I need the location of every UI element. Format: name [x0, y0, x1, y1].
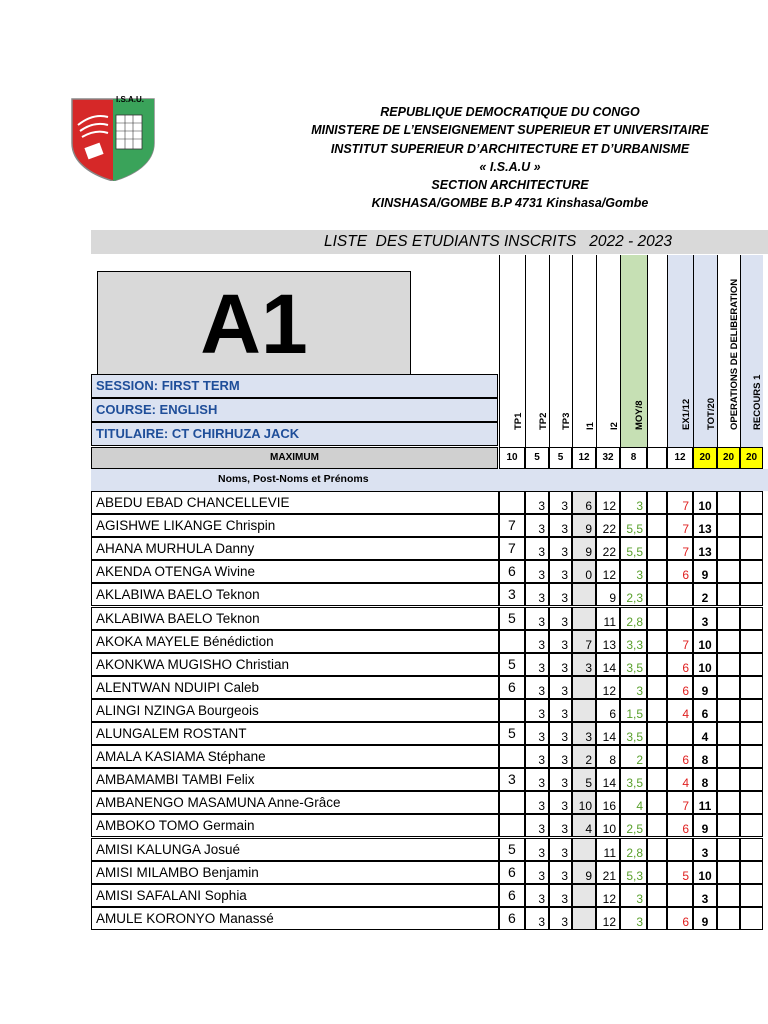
cell-i2: 12: [596, 676, 620, 699]
header-line-5: SECTION ARCHITECTURE: [431, 178, 589, 192]
column-header-label: TOT/20: [705, 397, 717, 430]
table-row: [91, 607, 768, 630]
cell-tp3: 3: [549, 768, 572, 791]
cell-i2: 22: [596, 537, 620, 560]
cell-empty: [647, 607, 667, 630]
cell-ex: 7: [667, 791, 693, 814]
column-header-label: I1: [584, 422, 596, 430]
max-cell: 32: [596, 447, 620, 469]
cell-ex: 7: [667, 491, 693, 514]
cell-empty: [717, 676, 740, 699]
max-cell: 20: [693, 447, 717, 469]
cell-tot: 11: [693, 791, 717, 814]
student-name: ALENTWAN NDUIPI Caleb: [91, 676, 499, 699]
cell-i1: [572, 838, 596, 861]
cell-tp2: 3: [525, 653, 549, 676]
cell-empty: [717, 791, 740, 814]
cell-ex: 5: [667, 861, 693, 884]
cell-i2: 8: [596, 745, 620, 768]
cell-i1: 9: [572, 861, 596, 884]
cell-tp1: [499, 745, 525, 768]
cell-moy: 3,5: [620, 768, 647, 791]
cell-ex: 6: [667, 676, 693, 699]
cell-moy: 5,5: [620, 537, 647, 560]
cell-i2: 13: [596, 630, 620, 653]
cell-empty: [647, 653, 667, 676]
cell-tot: 8: [693, 768, 717, 791]
cell-moy: 3: [620, 560, 647, 583]
cell-tp3: 3: [549, 537, 572, 560]
cell-empty: [740, 699, 763, 722]
table-row: [91, 838, 768, 861]
cell-empty: [647, 745, 667, 768]
cell-empty: [647, 768, 667, 791]
cell-tot: 10: [693, 491, 717, 514]
cell-tot: 9: [693, 560, 717, 583]
cell-empty: [717, 907, 740, 930]
cell-empty: [740, 653, 763, 676]
session-info: SESSION: FIRST TERM: [91, 374, 498, 398]
cell-empty: [740, 861, 763, 884]
cell-i1: [572, 907, 596, 930]
column-header-label: RECOURS 1: [752, 374, 763, 430]
cell-empty: [647, 699, 667, 722]
table-row: [91, 653, 768, 676]
cell-tp3: 3: [549, 676, 572, 699]
cell-empty: [647, 814, 667, 837]
cell-moy: 5,3: [620, 861, 647, 884]
logo-text: I.S.A.U.: [116, 95, 145, 104]
column-header-label: I2: [608, 422, 620, 430]
cell-empty: [647, 514, 667, 537]
cell-tp1: 6: [499, 907, 525, 930]
cell-moy: 2,5: [620, 814, 647, 837]
cell-tp2: 3: [525, 491, 549, 514]
cell-moy: 2,8: [620, 838, 647, 861]
cell-empty: [717, 514, 740, 537]
column-header-7: [667, 255, 693, 447]
column-header-label: OPERATIONS DE DELIBERATION: [729, 278, 740, 430]
cell-ex: 7: [667, 537, 693, 560]
student-name: ALINGI NZINGA Bourgeois: [91, 699, 499, 722]
cell-tot: 13: [693, 514, 717, 537]
cell-empty: [647, 907, 667, 930]
column-header-6: [647, 255, 667, 447]
cell-empty: [717, 838, 740, 861]
cell-tp1: 5: [499, 838, 525, 861]
cell-ex: 6: [667, 560, 693, 583]
table-row: [91, 537, 768, 560]
cell-tp1: [499, 814, 525, 837]
cell-moy: 2,8: [620, 607, 647, 630]
cell-tp1: [499, 791, 525, 814]
cell-empty: [647, 676, 667, 699]
cell-tp3: 3: [549, 607, 572, 630]
cell-tp1: [499, 699, 525, 722]
cell-i1: [572, 676, 596, 699]
column-header-1: [525, 255, 549, 447]
cell-moy: 1,5: [620, 699, 647, 722]
cell-empty: [717, 722, 740, 745]
cell-empty: [740, 676, 763, 699]
table-row: [91, 791, 768, 814]
cell-ex: 4: [667, 768, 693, 791]
names-header: Noms, Post-Noms et Prénoms: [218, 473, 369, 485]
cell-moy: 3,5: [620, 722, 647, 745]
cell-moy: 3: [620, 907, 647, 930]
table-row: [91, 722, 768, 745]
cell-tp1: 6: [499, 884, 525, 907]
max-cell: 10: [499, 447, 525, 469]
max-cell: 12: [667, 447, 693, 469]
cell-tot: 4: [693, 722, 717, 745]
cell-tp1: 6: [499, 560, 525, 583]
cell-moy: 3,3: [620, 630, 647, 653]
column-header-3: [572, 255, 596, 447]
cell-i1: 10: [572, 791, 596, 814]
cell-ex: [667, 607, 693, 630]
student-name: AGISHWE LIKANGE Chrispin: [91, 514, 499, 537]
cell-moy: 3: [620, 884, 647, 907]
column-header-0: [499, 255, 525, 447]
cell-tp3: 3: [549, 630, 572, 653]
cell-empty: [647, 560, 667, 583]
cell-tp3: 3: [549, 861, 572, 884]
table-row: [91, 583, 768, 606]
isau-logo: [68, 95, 158, 181]
cell-tp3: 3: [549, 583, 572, 606]
cell-i2: 10: [596, 814, 620, 837]
cell-tp2: 3: [525, 537, 549, 560]
student-name: AKLABIWA BAELO Teknon: [91, 583, 499, 606]
header-line-2: MINISTERE DE L’ENSEIGNEMENT SUPERIEUR ET UNIVERSITAIRE: [311, 123, 709, 137]
table-row: [91, 560, 768, 583]
names-header-bar: [91, 469, 768, 491]
cell-tp3: 3: [549, 745, 572, 768]
cell-i2: 11: [596, 607, 620, 630]
student-name: AMBOKO TOMO Germain: [91, 814, 499, 837]
cell-empty: [740, 607, 763, 630]
cell-i2: 14: [596, 653, 620, 676]
maximum-label: MAXIMUM: [91, 447, 498, 469]
cell-tp3: 3: [549, 907, 572, 930]
cell-tp2: 3: [525, 630, 549, 653]
cell-empty: [740, 537, 763, 560]
table-row: [91, 630, 768, 653]
cell-i1: 9: [572, 537, 596, 560]
cell-empty: [717, 560, 740, 583]
column-header-5: [620, 255, 647, 447]
titulaire-info: TITULAIRE: CT CHIRHUZA JACK: [91, 422, 498, 446]
cell-tot: 3: [693, 884, 717, 907]
table-row: [91, 676, 768, 699]
cell-i2: 12: [596, 491, 620, 514]
cell-tp2: 3: [525, 791, 549, 814]
cell-empty: [717, 884, 740, 907]
cell-empty: [740, 791, 763, 814]
cell-empty: [740, 630, 763, 653]
cell-tp1: 3: [499, 583, 525, 606]
cell-empty: [740, 722, 763, 745]
cell-i2: 9: [596, 583, 620, 606]
student-name: ABEDU EBAD CHANCELLEVIE: [91, 491, 499, 514]
table-row: [91, 491, 768, 514]
max-cell: 20: [717, 447, 740, 469]
column-header-2: [549, 255, 572, 447]
cell-i1: [572, 884, 596, 907]
student-name: AHANA MURHULA Danny: [91, 537, 499, 560]
student-name: AKOKA MAYELE Bénédiction: [91, 630, 499, 653]
cell-empty: [740, 745, 763, 768]
cell-empty: [717, 630, 740, 653]
cell-tp1: [499, 630, 525, 653]
cell-empty: [717, 745, 740, 768]
cell-tot: 2: [693, 583, 717, 606]
cell-i1: 3: [572, 653, 596, 676]
cell-i1: [572, 699, 596, 722]
cell-empty: [740, 768, 763, 791]
list-title: LISTE DES ETUDIANTS INSCRITS 2022 - 2023: [324, 233, 673, 250]
column-header-label: MOY/8: [634, 400, 645, 430]
table-row: [91, 907, 768, 930]
student-name: AKENDA OTENGA Wivine: [91, 560, 499, 583]
cell-empty: [647, 537, 667, 560]
table-row: [91, 514, 768, 537]
cell-i1: 5: [572, 768, 596, 791]
cell-ex: [667, 583, 693, 606]
cell-ex: 6: [667, 745, 693, 768]
cell-tp3: 3: [549, 514, 572, 537]
cell-i1: 6: [572, 491, 596, 514]
cell-tot: 10: [693, 653, 717, 676]
max-cell: 5: [525, 447, 549, 469]
cell-tp1: 6: [499, 676, 525, 699]
cell-tp2: 3: [525, 907, 549, 930]
cell-tp1: 3: [499, 768, 525, 791]
cell-tp2: 3: [525, 884, 549, 907]
cell-i2: 6: [596, 699, 620, 722]
max-cell: 5: [549, 447, 572, 469]
cell-i1: [572, 583, 596, 606]
header-line-3: INSTITUT SUPERIEUR D’ARCHITECTURE ET D’URBANISME: [330, 142, 690, 156]
cell-ex: 6: [667, 814, 693, 837]
cell-empty: [647, 491, 667, 514]
cell-tot: 6: [693, 699, 717, 722]
max-cell: [647, 447, 667, 469]
cell-empty: [647, 722, 667, 745]
cell-tp2: 3: [525, 676, 549, 699]
header-line-1: REPUBLIQUE DEMOCRATIQUE DU CONGO: [380, 105, 640, 119]
cell-ex: 6: [667, 653, 693, 676]
student-name: AKONKWA MUGISHO Christian: [91, 653, 499, 676]
cell-tp3: 3: [549, 560, 572, 583]
cell-tot: 10: [693, 861, 717, 884]
cell-tot: 3: [693, 838, 717, 861]
column-header-label: EX1/12: [680, 398, 692, 430]
cell-ex: 7: [667, 514, 693, 537]
cell-ex: [667, 884, 693, 907]
cell-tp2: 3: [525, 745, 549, 768]
cell-tot: 10: [693, 630, 717, 653]
cell-i2: 12: [596, 884, 620, 907]
cell-empty: [717, 861, 740, 884]
student-name: AMULE KORONYO Manassé: [91, 907, 499, 930]
cell-ex: [667, 838, 693, 861]
cell-moy: 5,5: [620, 514, 647, 537]
cell-tp2: 3: [525, 560, 549, 583]
student-name: AMBAMAMBI TAMBI Felix: [91, 768, 499, 791]
cell-empty: [717, 814, 740, 837]
table-row: [91, 768, 768, 791]
cell-tot: 8: [693, 745, 717, 768]
cell-i2: 14: [596, 722, 620, 745]
cell-moy: 4: [620, 791, 647, 814]
cell-tp2: 3: [525, 699, 549, 722]
cell-moy: 2: [620, 745, 647, 768]
cell-tp1: [499, 491, 525, 514]
cell-tp2: 3: [525, 814, 549, 837]
cell-ex: 4: [667, 699, 693, 722]
student-name: AMISI KALUNGA Josué: [91, 838, 499, 861]
cell-empty: [647, 630, 667, 653]
table-row: [91, 699, 768, 722]
max-cell: 20: [740, 447, 763, 469]
student-name: AKLABIWA BAELO Teknon: [91, 607, 499, 630]
class-label: A1: [97, 271, 411, 375]
cell-i1: 2: [572, 745, 596, 768]
cell-empty: [717, 491, 740, 514]
cell-tp1: 7: [499, 514, 525, 537]
cell-i2: 12: [596, 907, 620, 930]
cell-tot: 13: [693, 537, 717, 560]
cell-empty: [647, 838, 667, 861]
cell-tp2: 3: [525, 514, 549, 537]
cell-i1: 3: [572, 722, 596, 745]
cell-tp3: 3: [549, 491, 572, 514]
cell-empty: [717, 768, 740, 791]
cell-tp3: 3: [549, 699, 572, 722]
cell-empty: [647, 884, 667, 907]
cell-tp2: 3: [525, 838, 549, 861]
cell-ex: 7: [667, 630, 693, 653]
cell-tp3: 3: [549, 814, 572, 837]
cell-empty: [740, 884, 763, 907]
cell-tp2: 3: [525, 768, 549, 791]
student-name: ALUNGALEM ROSTANT: [91, 722, 499, 745]
cell-tp1: 5: [499, 722, 525, 745]
table-row: [91, 861, 768, 884]
cell-i2: 16: [596, 791, 620, 814]
column-header-10: [740, 255, 763, 447]
column-header-label: TP2: [537, 412, 549, 430]
column-header-8: [693, 255, 717, 447]
cell-tp1: 5: [499, 607, 525, 630]
cell-i2: 14: [596, 768, 620, 791]
cell-tp3: 3: [549, 791, 572, 814]
student-name: AMBANENGO MASAMUNA Anne-Grâce: [91, 791, 499, 814]
cell-empty: [740, 838, 763, 861]
cell-empty: [740, 907, 763, 930]
cell-empty: [740, 514, 763, 537]
cell-moy: 3: [620, 676, 647, 699]
cell-ex: [667, 722, 693, 745]
header-line-6: KINSHASA/GOMBE B.P 4731 Kinshasa/Gombe: [371, 196, 649, 210]
cell-tp2: 3: [525, 583, 549, 606]
column-header-label: TP3: [561, 412, 572, 430]
cell-tot: 9: [693, 814, 717, 837]
student-name: AMALA KASIAMA Stéphane: [91, 745, 499, 768]
cell-tp3: 3: [549, 838, 572, 861]
cell-empty: [717, 699, 740, 722]
cell-i1: 7: [572, 630, 596, 653]
cell-empty: [740, 491, 763, 514]
cell-tp3: 3: [549, 884, 572, 907]
cell-i1: 9: [572, 514, 596, 537]
column-header-9: [717, 255, 740, 447]
cell-i1: [572, 607, 596, 630]
cell-moy: 2,3: [620, 583, 647, 606]
cell-tp1: 7: [499, 537, 525, 560]
cell-empty: [717, 653, 740, 676]
cell-tp2: 3: [525, 861, 549, 884]
student-name: AMISI MILAMBO Benjamin: [91, 861, 499, 884]
cell-tp3: 3: [549, 653, 572, 676]
cell-empty: [717, 537, 740, 560]
cell-tot: 9: [693, 907, 717, 930]
max-cell: 12: [572, 447, 596, 469]
cell-empty: [717, 607, 740, 630]
column-header-label: TP1: [512, 412, 524, 430]
cell-tot: 3: [693, 607, 717, 630]
table-row: [91, 745, 768, 768]
cell-tp3: 3: [549, 722, 572, 745]
table-row: [91, 884, 768, 907]
cell-i2: 22: [596, 514, 620, 537]
student-name: AMISI SAFALANI Sophia: [91, 884, 499, 907]
max-cell: 8: [620, 447, 647, 469]
table-row: [91, 814, 768, 837]
cell-tot: 9: [693, 676, 717, 699]
cell-i2: 11: [596, 838, 620, 861]
cell-tp1: 5: [499, 653, 525, 676]
cell-moy: 3,5: [620, 653, 647, 676]
course-info: COURSE: ENGLISH: [91, 398, 498, 422]
cell-empty: [740, 583, 763, 606]
cell-empty: [647, 791, 667, 814]
cell-i1: 4: [572, 814, 596, 837]
cell-empty: [740, 560, 763, 583]
cell-moy: 3: [620, 491, 647, 514]
cell-tp2: 3: [525, 607, 549, 630]
cell-empty: [647, 583, 667, 606]
cell-i2: 21: [596, 861, 620, 884]
cell-empty: [647, 861, 667, 884]
cell-i2: 12: [596, 560, 620, 583]
cell-empty: [740, 814, 763, 837]
cell-empty: [717, 583, 740, 606]
cell-tp2: 3: [525, 722, 549, 745]
cell-ex: 6: [667, 907, 693, 930]
cell-i1: 0: [572, 560, 596, 583]
column-header-4: [596, 255, 620, 447]
header-line-4: « I.S.A.U »: [479, 160, 541, 174]
cell-tp1: 6: [499, 861, 525, 884]
